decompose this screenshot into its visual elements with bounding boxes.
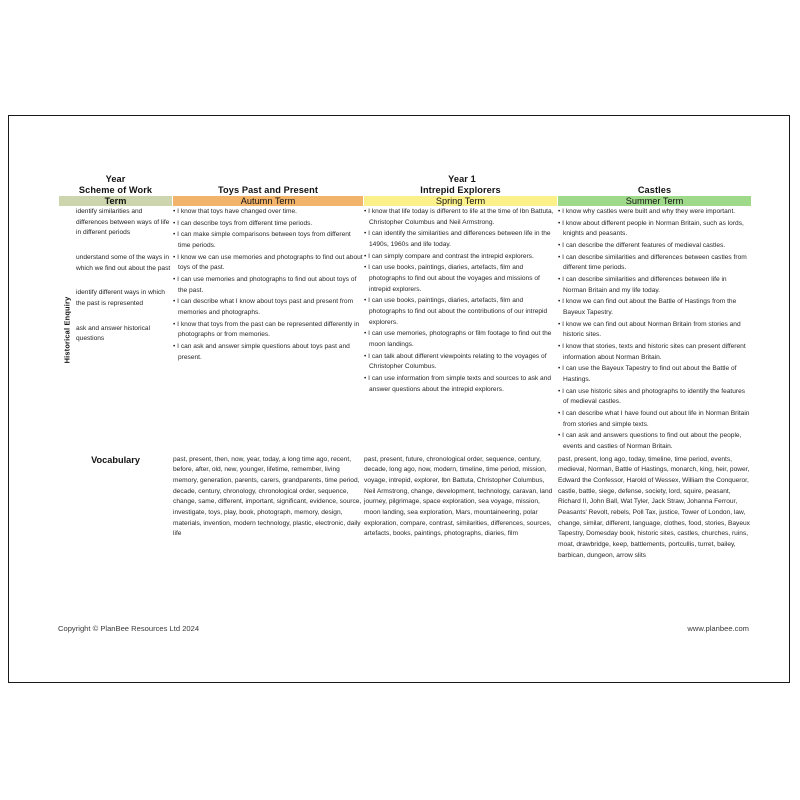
strand-label: Historical Enquiry [62,296,72,364]
objectives-cell-autumn [173,207,363,454]
vocabulary-row-label: Vocabulary [59,455,172,562]
objective-item: • I can describe what I know about toys past and present from memories and photographs. [173,297,363,318]
objectives-cell-spring [364,207,557,454]
vocabulary-cell-autumn: past, present, then, now, year, today, a long time ago, recent, before, after, old, new, younger, lifetime, remember, living memory, generation, parents, carers, grandparents, time period, decade, century, chronology, chronological order, sequence, change, same, different, important, significant, evidence, source, investigate, toys, play, book, photograph, memory, design, materials, invention, modern technology, plastic, electronic, daily life [173,455,363,562]
objectives-list-spring [364,207,557,395]
objective-item: • I can ask and answers questions to find out about the people, events and castles of Norman Britain. [558,431,751,452]
objective-item: • I know that toys have changed over time. [173,207,363,218]
aims-cell [76,207,172,454]
objective-item: • I know we can use memories and photographs to find out about toys of the past. [173,253,363,274]
objective-item: • I know we can find out about the Battle of Hastings from the Bayeux Tapestry. [558,297,751,318]
strand-label-cell [59,207,75,454]
objectives-list-summer [558,207,751,453]
objective-item: • I know we can find out about Norman Britain from stories and historic sites. [558,320,751,341]
objective-item: • I can use memories, photographs or film footage to find out the moon landings. [364,329,557,350]
objective-item: • I know why castles were built and why they were important. [558,207,751,218]
objective-item: • I can describe what I have found out about life in Norman Britain from stories and simple texts. [558,409,751,430]
footer-website[interactable]: www.planbee.com [687,624,749,633]
objective-item: • I can simply compare and contrast the intrepid explorers. [364,252,557,263]
aim-item: ask and answer historical questions [76,324,151,343]
objective-item: • I know about different people in Norman Britain, such as lords, knights and peasants. [558,219,751,240]
objective-item: • I can talk about different viewpoints relating to the voyages of Christopher Columbus. [364,352,557,373]
year-value: Year 1 [173,174,751,184]
objective-item: • I can use historic sites and photographs to identify the features of medieval castles. [558,387,751,408]
table-row-scheme [59,185,751,195]
table-row-vocabulary [59,455,751,562]
objectives-cell-summer [558,207,751,454]
objective-item: • I can use memories and photographs to find out about toys of the past. [173,275,363,296]
table-row-objectives [59,207,751,454]
term-cell-autumn: Autumn Term [173,196,363,206]
objective-item: • I can use information from simple texts and sources to ask and answer questions about the intrepid explorers. [364,374,557,395]
objective-item: • I know that life today is different to life at the time of Ibn Battuta, Christopher Columbus and Neil Armstrong. [364,207,557,228]
objective-item: • I can describe similarities and differences between life in Norman Britain and my life today. [558,275,751,296]
curriculum-table [58,173,752,563]
objective-item: • I can describe toys from different time periods. [173,219,363,230]
vocabulary-cell-summer: past, present, long ago, today, timeline, time period, events, medieval, Norman, Battle of Hastings, monarch, king, heir, power, Edward the Confessor, Harold of Wessex, William the Conqueror, castle, battle, siege, defense, society, lord, squire, peasant, Richard II, John Ball, Wat Tyler, Jack Straw, Johanna Ferrour, Peasants' Revolt, rebels, Poll Tax, justice, Tower of London, law, change, similar, different, language, clothes, food, stories, Bayeux Tapestry, Domesday book, historic sites, castles, churches, ruins, moat, drawbridge, keep, battlements, portcullis, turret, bailey, barbican, dungeon, arrow slits [558,455,751,562]
curriculum-table-wrapper [58,173,749,563]
scheme-cell-spring: Intrepid Explorers [364,185,557,195]
objectives-list-autumn [173,207,363,363]
objective-item: • I can use books, paintings, diaries, artefacts, film and photographs to find out about the contributions of our intrepid explorers. [364,296,557,328]
term-cell-summer: Summer Term [558,196,751,206]
objective-item: • I know that stories, texts and historic sites can present different information about Norman Britain. [558,342,751,363]
term-row-label: Term [59,196,172,206]
footer-copyright: Copyright © PlanBee Resources Ltd 2024 [58,624,200,633]
scheme-row-label: Scheme of Work [59,185,172,195]
objective-item: • I can describe similarities and differences between castles from different time periods. [558,253,751,274]
objective-item: • I can make simple comparisons between toys from different time periods. [173,230,363,251]
table-row-term [59,196,751,206]
scheme-cell-summer: Castles [558,185,751,195]
vocabulary-cell-spring: past, present, future, chronological order, sequence, century, decade, long ago, now, modern, timeline, time period, mission, voyage, intrepid, explorer, Ibn Battuta, Christopher Columbus, Neil Armstrong, change, development, technology, caravan, land journey, pilgrimage, space exploration, sea voyage, mission, moon landing, sea exploration, Mars, mountaineering, polar exploration, compare, contrast, similarities, differences, sources, artefacts, books, paintings, photographs, diaries, film [364,455,557,562]
year-row-label: Year [59,174,172,184]
objective-item: • I can ask and answer simple questions about toys past and present. [173,342,363,363]
aim-item: identify different ways in which the past is represented [76,289,165,308]
scheme-cell-autumn: Toys Past and Present [173,185,363,195]
objective-item: • I can describe the different features of medieval castles. [558,241,751,252]
page-sheet [8,115,790,683]
table-row-year [59,174,751,184]
term-cell-spring: Spring Term [364,196,557,206]
objective-item: • I can use books, paintings, diaries, artefacts, film and photographs to find out about the voyages and missions of intrepid explorers. [364,263,557,295]
objective-item: • I can identify the similarities and differences between life in the 1490s, 1960s and life today. [364,229,557,250]
aim-item: identify similarities and differences between ways of life in different periods [76,208,170,237]
objective-item: • I know that toys from the past can be represented differently in photographs or from memories. [173,320,363,341]
aim-item: understand some of the ways in which we find out about the past [76,254,171,272]
footer [58,624,749,633]
objective-item: • I can use the Bayeux Tapestry to find out about the Battle of Hastings. [558,364,751,385]
